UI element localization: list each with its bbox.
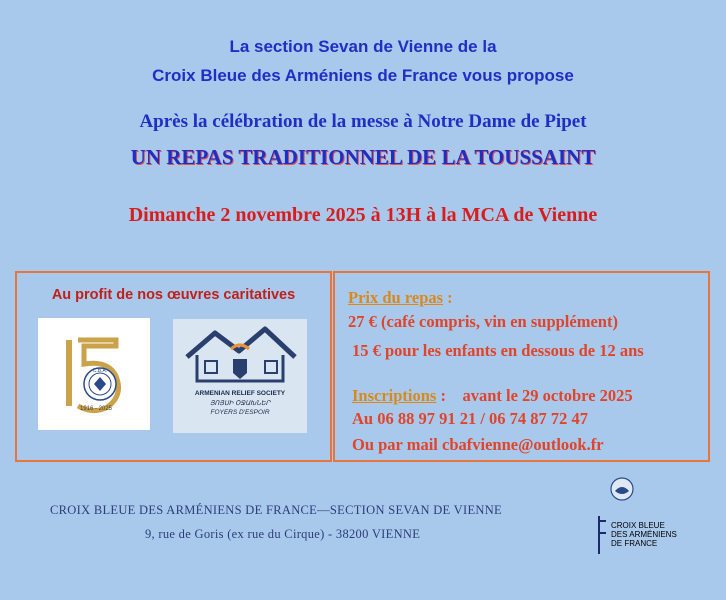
logo-years-text: 1916 - 2025 [79,406,113,412]
footer-org: CROIX BLEUE DES ARMÉNIENS DE FRANCE—SECTION SEVAN DE VIENNE [50,503,502,517]
ars-logo [173,319,307,433]
registration-deadline: : avant le 29 octobre 2025 [436,386,633,405]
after-mass-text: Après la célébration de la messe à Notre Dame de Pipet [139,111,587,132]
cb-logo-line-1: CROIX BLEUE [611,521,665,530]
registration-phones: Au 06 88 97 91 21 / 06 74 87 72 47 [352,409,589,428]
croix-bleue-emblem-icon [598,476,718,556]
intro-line-1: La section Sevan de Vienne de la [229,37,497,56]
croix-bleue-logo [598,476,718,556]
registration-email[interactable]: Ou par mail cbafvienne@outlook.fr [352,435,604,454]
price-child: 15 € pour les enfants en dessous de 12 ans [352,341,644,360]
cb-logo-line-2: DES ARMÉNIENS [611,530,677,539]
event-date: Dimanche 2 novembre 2025 à 13H à la MCA de Vienne [128,204,598,226]
intro-line-2: Croix Bleue des Arméniens de France vous propose [152,66,574,85]
anniversary-15-icon [38,318,150,430]
ars-armenian: ՅՈՅՍԻ ՕՋԱԽՆԵՐ [209,400,271,407]
cb-logo-line-3: DE FRANCE [611,539,658,548]
footer-address: 9, rue de Goris (ex rue du Cirque) - 38200 VIENNE [145,527,421,541]
registration-heading [352,386,633,406]
price-label: Prix du repas [348,288,444,307]
price-colon: : [443,288,453,307]
logo-badge-text: C.B.A. [92,368,108,374]
ars-name: ARMENIAN RELIEF SOCIETY [194,390,286,397]
price-adult: 27 € (café compris, vin en supplément) [348,312,618,331]
charity-title: Au profit de nos œuvres caritatives [51,287,296,303]
info-box [333,271,710,462]
charity-box [15,271,332,462]
price-heading [348,288,453,308]
anniversary-logo [38,318,150,430]
house-icon [173,319,307,433]
event-headline: UN REPAS TRADITIONNEL DE LA TOUSSAINT [130,145,596,169]
registration-label: Inscriptions [352,386,437,405]
ars-french: FOYERS D'ESPOIR [210,409,270,416]
